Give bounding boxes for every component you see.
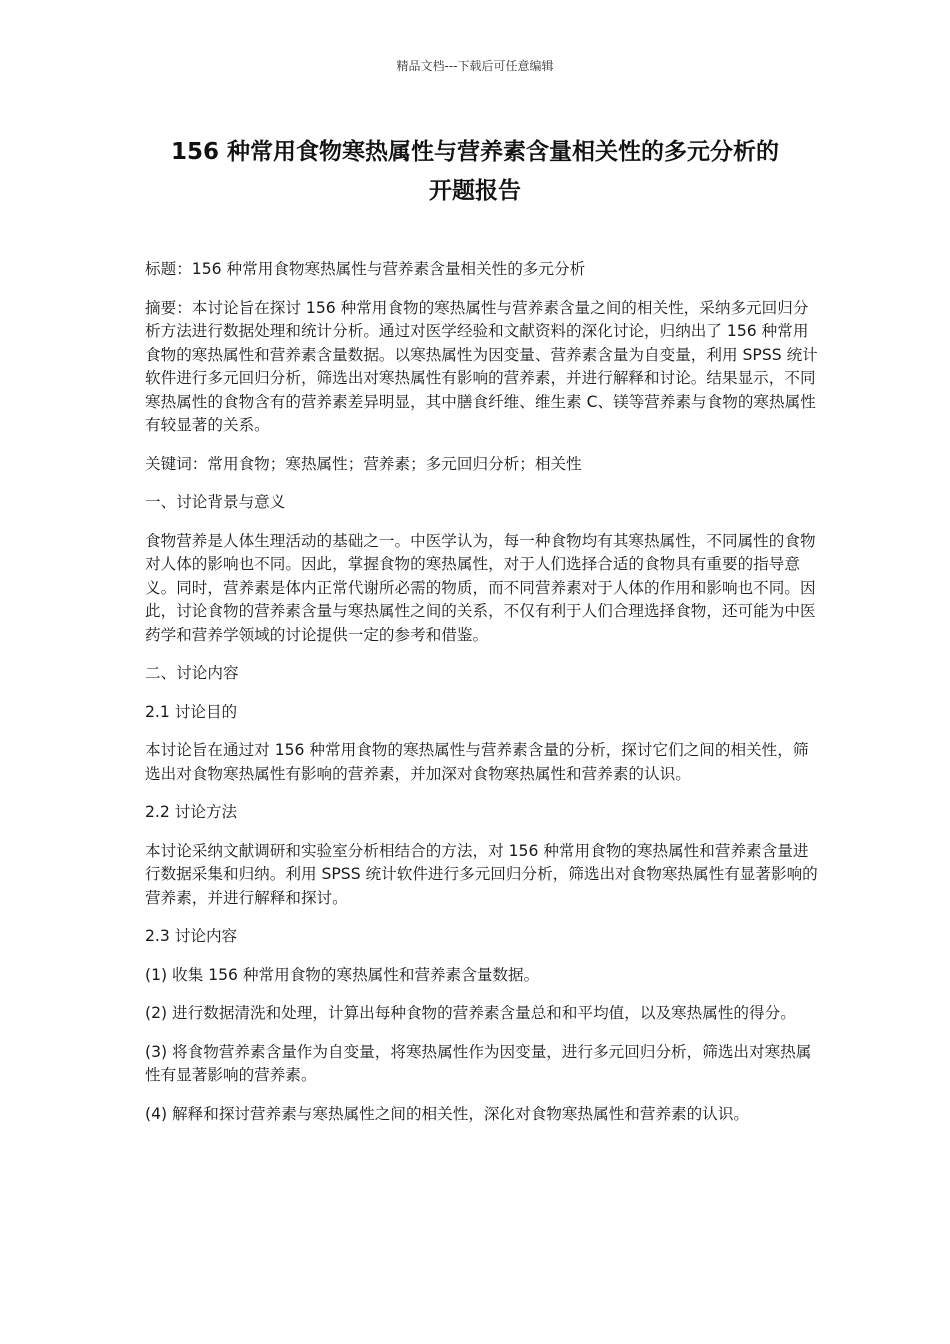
list-item-2: (2) 进行数据清洗和处理，计算出每种食物的营养素含量总和和平均值，以及寒热属性的得分。: [145, 1004, 796, 1022]
abstract-paragraph: 摘要：本讨论旨在探讨 156 种常用食物的寒热属性与营养素含量之间的相关性，采纳多元回归分析方法进行数据处理和统计分析。通过对医学经验和文献资料的深化讨论，归纳出了 156 种常用食物的寒热属性和营养素含量数据。以寒热属性为因变量、营养素含量为自变量，利用 SPSS 统计软件进行多元回归分析，筛选出对寒热属性有影响的营养素，并进行解释和讨论。结果显示，不同寒热属性的食物含有的营养素差异明显，其中膳食纤维、维生素 C、镁等营养素与食物的寒热属性有较显著的关系。: [145, 298, 818, 434]
list-item-1: (1) 收集 156 种常用食物的寒热属性和营养素含量数据。: [145, 965, 540, 984]
list-item-4: (4) 解释和探讨营养素与寒热属性之间的相关性，深化对食物寒热属性和营养素的认识。: [145, 1104, 750, 1123]
title-line-2: 开题报告: [429, 178, 521, 204]
title-paragraph: 标题：156 种常用食物寒热属性与营养素含量相关性的多元分析: [145, 260, 586, 278]
document-body: [145, 258, 820, 1141]
section-heading-1: 一、讨论背景与意义: [145, 493, 286, 511]
subsection-heading-2-2: 2.2 讨论方法: [145, 803, 238, 821]
keywords-paragraph: 关键词：常用食物；寒热属性；营养素；多元回归分析；相关性: [145, 454, 582, 473]
background-paragraph: 食物营养是人体生理活动的基础之一。中医学认为，每一种食物均有其寒热属性，不同属性的食物对人体的影响也不同。因此，掌握食物的寒热属性，对于人们选择合适的食物具有重要的指导意义。同时，营养素是体内正常代谢所必需的物质，而不同营养素对于人体的作用和影响也不同。因此，讨论食物的营养素含量与寒热属性之间的关系，不仅有利于人们合理选择食物，还可能为中医药学和营养学领域的讨论提供一定的参考和借鉴。: [145, 531, 816, 644]
subsection-heading-2-1: 2.1 讨论目的: [145, 702, 238, 721]
document-title: [120, 133, 830, 211]
list-item-3: (3) 将食物营养素含量作为自变量，将寒热属性作为因变量，进行多元回归分析，筛选出对寒热属性有显著影响的营养素。: [145, 1042, 812, 1084]
section-heading-2: 二、讨论内容: [145, 664, 239, 682]
title-line-1: 156 种常用食物寒热属性与营养素含量相关性的多元分析的: [170, 139, 780, 165]
header-note: 精品文档---下载后可任意编辑: [396, 59, 554, 73]
subsection-heading-2-3: 2.3 讨论内容: [145, 927, 238, 945]
method-paragraph: 本讨论采纳文献调研和实验室分析相结合的方法，对 156 种常用食物的寒热属性和营养素含量进行数据采集和归纳。利用 SPSS 统计软件进行多元回归分析，筛选出对食物寒热属性有显著影响的营养素，并进行解释和探讨。: [145, 841, 818, 907]
purpose-paragraph: 本讨论旨在通过对 156 种常用食物的寒热属性与营养素含量的分析，探讨它们之间的相关性，筛选出对食物寒热属性有影响的营养素，并加深对食物寒热属性和营养素的认识。: [145, 741, 809, 783]
